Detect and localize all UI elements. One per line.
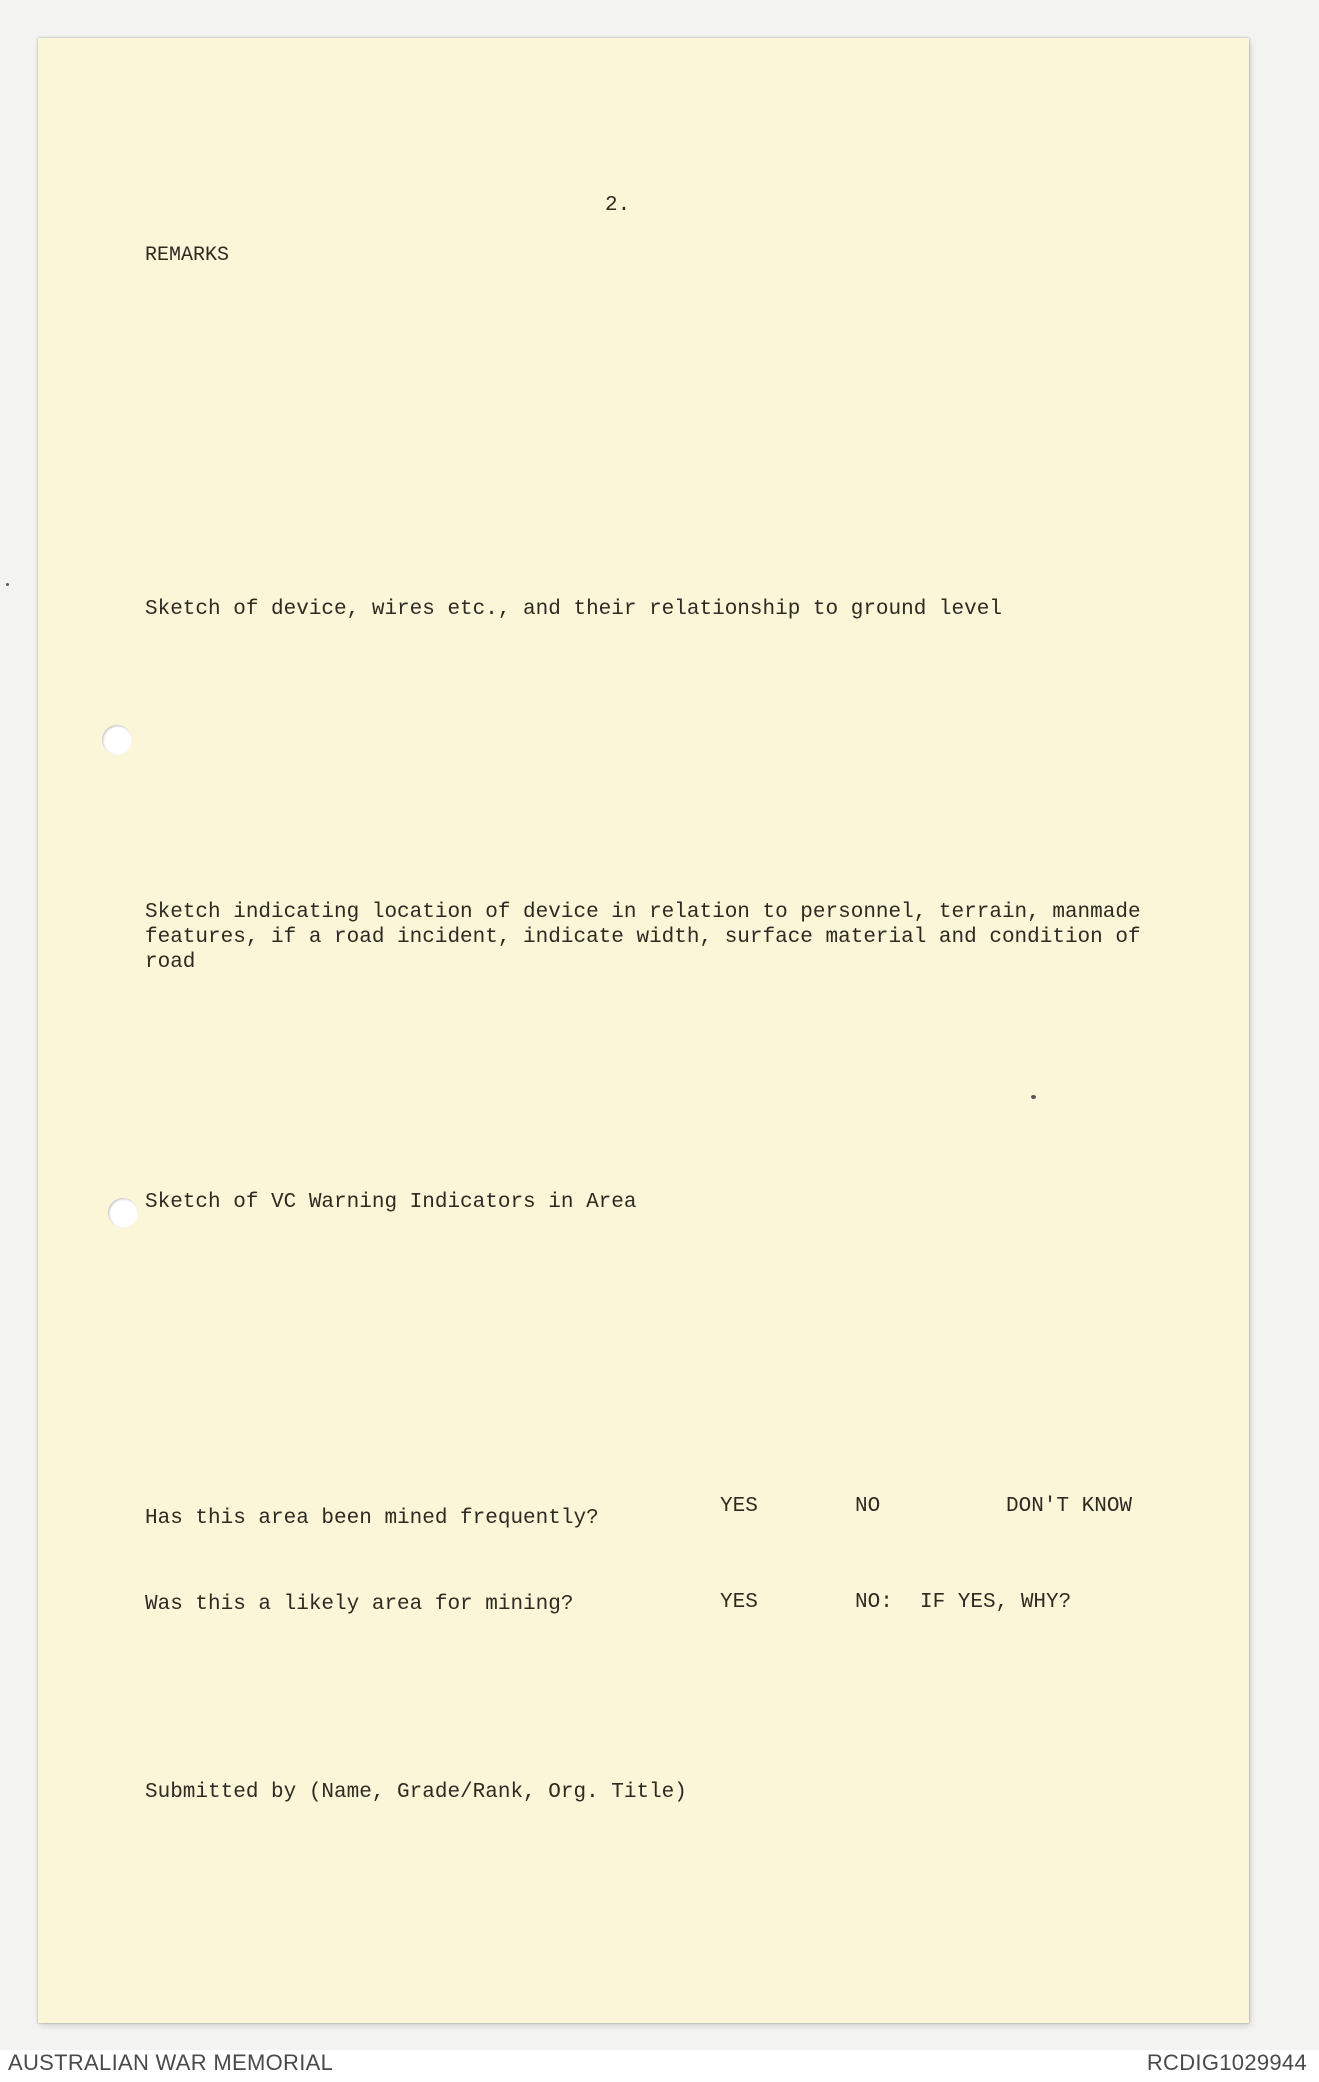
question-likely-area: Was this a likely area for mining? [145,1593,574,1616]
option-no: NO: [855,1591,893,1614]
scan-speck [6,583,9,586]
option-dont-know: DON'T KNOW [1006,1495,1133,1518]
option-yes: YES [720,1591,758,1614]
sketch-vc-indicators-label: Sketch of VC Warning Indicators in Area [145,1191,637,1214]
page-number: 2. [605,194,631,217]
submitted-by-label: Submitted by (Name, Grade/Rank, Org. Title) [145,1781,687,1804]
punch-hole-upper [102,725,132,755]
question-mined-frequently: Has this area been mined frequently? [145,1507,599,1530]
sketch-location-label: Sketch indicating location of device in relation to personnel, terrain, manmade features, if a road incident, indicate width, surface material and condition of road [145,901,1141,974]
remarks-heading: REMARKS [145,244,230,267]
document-page [38,38,1249,2023]
option-no: NO [855,1495,881,1518]
paper-speck [1031,1095,1036,1099]
if-yes-why-prompt: IF YES, WHY? [920,1591,1072,1614]
sketch-device-label: Sketch of device, wires etc., and their relationship to ground level [145,598,1002,621]
footer-record-id: RCDIG1029944 [1146,2050,1307,2075]
footer-institution: AUSTRALIAN WAR MEMORIAL [8,2050,334,2075]
option-yes: YES [720,1495,758,1518]
punch-hole-lower [108,1198,138,1228]
